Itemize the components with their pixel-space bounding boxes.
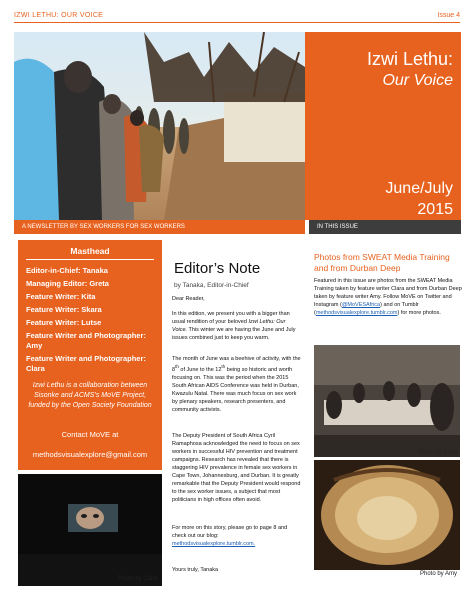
contact-label: Contact MoVE at [61, 430, 119, 439]
p2-text-c: being so historic and worth focusing on. This was the period when the 2015 South African AIDS Conference was held in Durban, Kwazulu Natal. There was much focus on sex work by plenary speakers, research presenters, and community activists. [172, 366, 299, 413]
editor-paragraph-4 [172, 524, 302, 548]
issue-date [305, 178, 453, 220]
p1-publication-name: Izwi Lethu: Our Voice. [172, 319, 286, 333]
masthead-line: Feature Writer: Lutse [26, 318, 102, 327]
rc-text-2: ) and on Tumblr ( [314, 302, 419, 316]
masthead-line: Feature Writer and Photographer: Amy [26, 331, 146, 350]
media-training-photo [314, 345, 460, 457]
masthead-line: Managing Editor: Greta [26, 279, 109, 288]
cover-title: Izwi Lethu: [366, 49, 453, 69]
masthead-line: Feature Writer and Photographer: Clara [26, 354, 146, 373]
p1-text-a: In this edition, we present you with a bigger than usual rendition of your beloved [172, 311, 290, 325]
ordinal-suffix: th [175, 364, 179, 369]
tagline-strip: A NEWSLETTER BY SEX WORKERS FOR SEX WORKERS [14, 220, 305, 234]
editor-paragraph-1 [172, 310, 302, 342]
cover-subtitle: Our Voice [382, 72, 453, 89]
masthead-line: Feature Writer: Kita [26, 292, 96, 301]
issue-date-months: June/July [385, 180, 453, 197]
rc-text-3: ) for more photos. [397, 310, 441, 316]
ordinal-suffix: th [221, 364, 226, 369]
left-photo-caption: Photo by Clara [118, 576, 158, 582]
editor-note-byline [174, 282, 249, 289]
editor-paragraph-2 [172, 355, 302, 414]
collaboration-note: Izwi Lethu is a collaboration between Sisonke and ACMS’s MoVE Project, funded by the Open Society Foundation [28, 382, 152, 409]
contact-email[interactable]: methodsvisualexplore@gmail.com [32, 450, 148, 459]
salutation: Dear Reader, [172, 296, 205, 302]
editor-note-title: Editor’s Note [174, 260, 261, 277]
p2-text-b: of June to the 12 [178, 366, 222, 373]
header-divider [14, 22, 460, 23]
p4-text: For more on this story, please go to page 8 and check out our blog: [172, 525, 288, 539]
issue-number: Issue 4 [437, 12, 460, 19]
in-this-issue-strip: IN THIS ISSUE [309, 220, 461, 234]
right-column-text [314, 277, 462, 317]
blog-link[interactable]: methodsvisualexplore.tumblr.com. [172, 541, 256, 547]
photo-caption-amy: Photo by Amy [420, 571, 458, 577]
cover-title-box [305, 32, 461, 220]
byline-prefix: by [174, 282, 181, 289]
p1-text-c: This winter we are having the June and July issues combined just to keep you warm. [172, 327, 296, 341]
masthead-line: Feature Writer: Skara [26, 305, 102, 314]
masthead-title: Masthead [70, 246, 110, 256]
issue-date-year: 2015 [417, 201, 453, 218]
cover-photo [14, 32, 305, 220]
photo-caption-clara: Photo by Clara [418, 450, 458, 456]
rc-text-1: Featured in this issue are photos from the SWEAT Media Training taken by feature writer Clara and from Durban Deep taken by feature writer Amy. Follow MoVE on Twitter and Instagram ( [314, 278, 462, 308]
p2-text-a: The month of June was a beehive of activity, with the 8 [172, 356, 301, 373]
twitter-link[interactable]: @MoVESAfrica [341, 302, 381, 308]
signoff: Yours truly, Tanaka [172, 567, 219, 573]
projection-photo [18, 474, 162, 586]
durban-deep-photo [314, 460, 460, 570]
byline-author: Tanaka, Editor-in-Chief [182, 282, 249, 289]
newsletter-name: IZWI LETHU: OUR VOICE [14, 12, 104, 19]
masthead-divider [26, 259, 154, 260]
masthead-line: Editor-in-Chief: Tanaka [26, 266, 108, 275]
right-column-title: Photos from SWEAT Media Training and from Durban Deep [314, 252, 450, 273]
masthead-box [18, 240, 162, 470]
editor-paragraph-3: The Deputy President of South Africa Cyril Ramaphosa acknowledged the need to focus on sex workers in successful HIV prevention and treatment campaigns. Research has revealed that there is staggering HIV prevalence in female sex workers in Cape Town, Johannesburg, and Durban. It is greatly remarkable that the Deputy President would respond to the sex worker issues, a subject that most politicians in high offices often avoid. [172, 433, 301, 503]
tumblr-link[interactable]: methodsvisualexplore.tumblr.com [315, 310, 398, 316]
